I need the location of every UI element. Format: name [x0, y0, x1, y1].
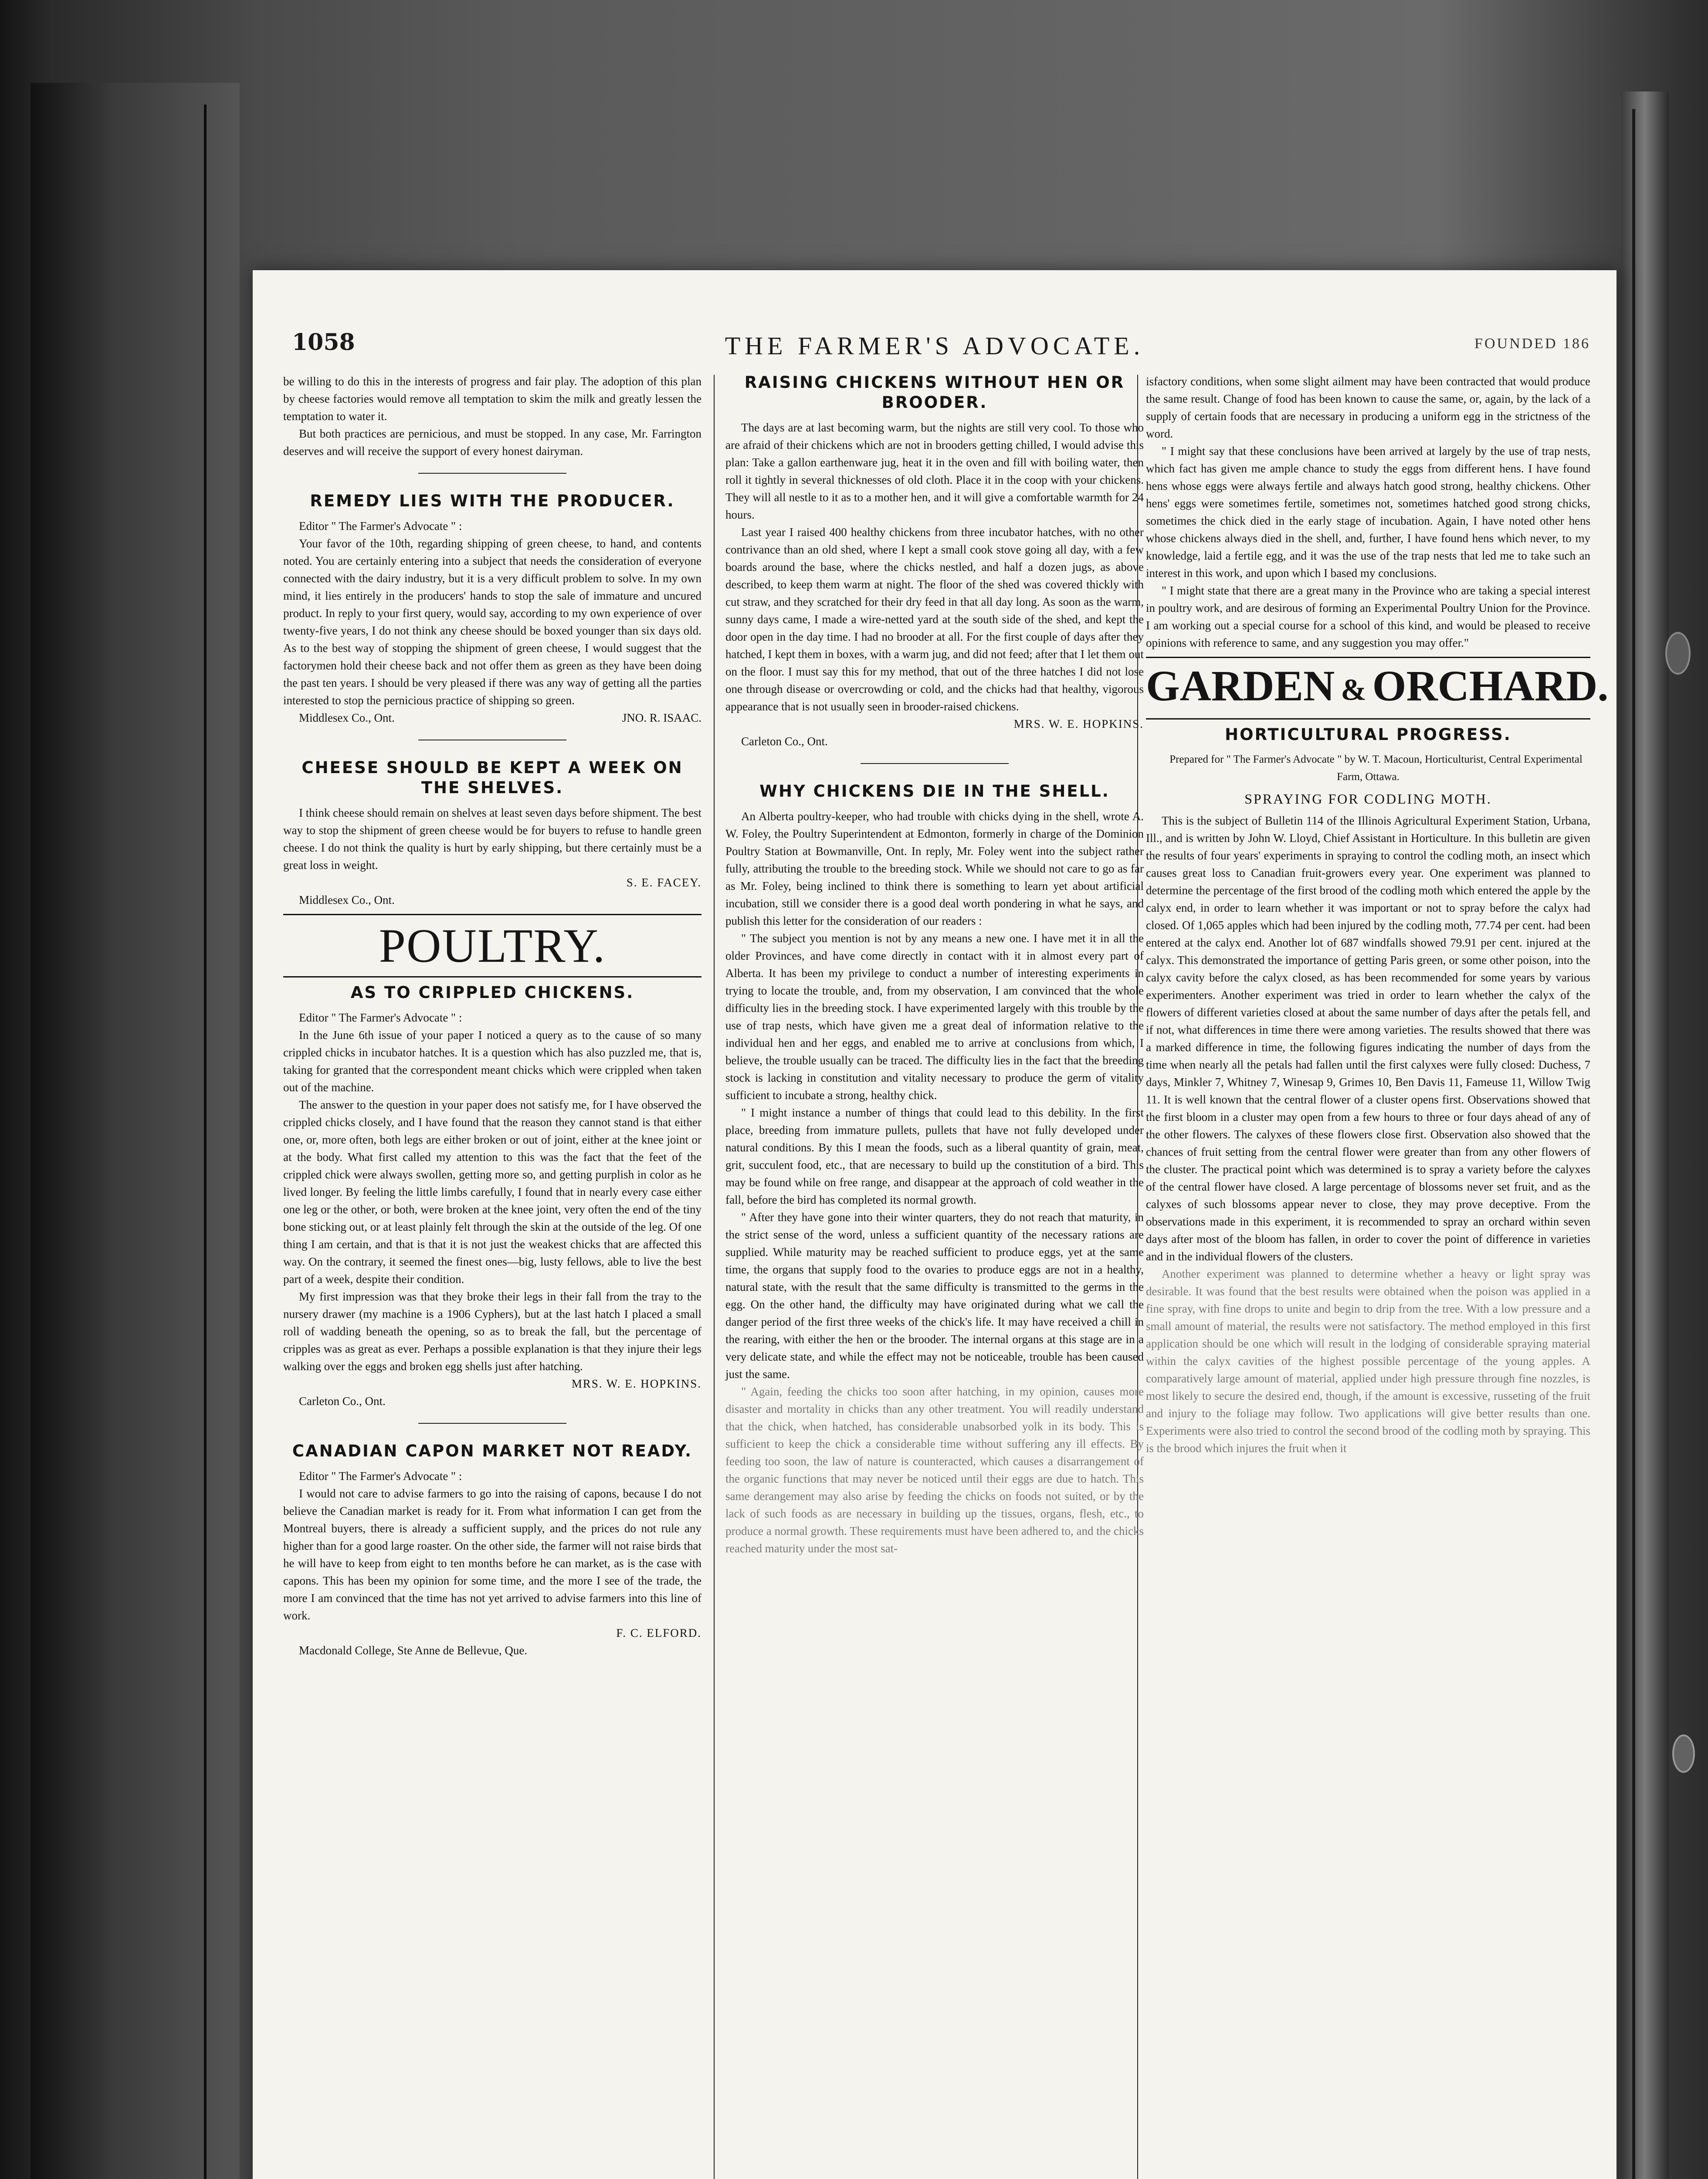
paragraph: Your favor of the 10th, regarding shipping of green cheese, to hand, and contents noted. You are certainly entering into a subject that needs the consideration of everyone connected with the dairy industry, but it is a very difficult problem to solve. In my own mind, it lies entirely in the producers' hands to stop the sale of immature and uncured product. In reply to your first query, would say, according to my own experience of over twenty-five years, I do not think any cheese should be boxed younger than six days old. As to the best way of stopping the shipment of green cheese, I would suggest that the factorymen hold their cheese back and not offer them as green as they have been doing the past ten years. I should be very pleased if there was any way of getting all the parties interested to stop the pernicious practice of shipping so green. [283, 537, 702, 707]
article-title: CANADIAN CAPON MARKET NOT READY. [292, 1442, 693, 1460]
editor-salutation: Editor " The Farmer's Advocate " : [299, 1470, 462, 1483]
article-title: RAISING CHICKENS WITHOUT HEN OR BROODER. [744, 373, 1125, 412]
column-3 [1146, 373, 1609, 1457]
place-name: Middlesex Co., Ont. [299, 893, 395, 906]
banner-word: ORCHARD. [1372, 662, 1609, 710]
article-title: REMEDY LIES WITH THE PRODUCER. [310, 492, 675, 510]
byline: Prepared for " The Farmer's Advocate " by W. T. Macoun, Horticulturist, Central Experimental Farm, Ottawa. [1169, 753, 1583, 783]
paragraph: " I might say that these conclusions have been arrived at largely by the use of trap nests, which fact has given me ample chance to study the eggs from different hens. I have found hens whose eggs were always fertile and always hatch good strong, healthy chickens. Other hens' eggs were sometimes fertile, sometimes not, sometimes hatched good strong chicks, sometimes the chick died in the early stage of incubation. Again, I have noted other hens whose chickens always died in the shell, and, further, I have found hens which never, to my knowledge, laid a fertile egg, and it was the use of the trap nests that led me to take such an interest in this work, and upon which I based my conclusions. [1146, 445, 1590, 580]
place-name: Carleton Co., Ont. [299, 1395, 386, 1408]
paragraph: Last year I raised 400 healthy chickens from three incubator hatches, with no other contrivance than an old shed, where I kept a small cook stove going all day, with a few boards around the base, where the chicks nestled, and half a dozen jugs, as above described, to keep them warm at night. The floor of the shed was covered thickly with cut straw, and they scratched for their dry feed in that all day long. As soon as the warm, sunny days came, I made a wire-netted yard at the south side of the shed, and kept the door open in the day time. I had no brooder at all. For the first couple of days after they hatched, I kept them in boxes, with a warm jug, and did not feed; after that I let them out on the floor. I must say this for my method, that out of the three hatches I did not lose one through disease or overcrowding or cold, and the chicks had that healthy, vigorous appearance that is not usually seen in brooder-raised chickens. [725, 526, 1144, 713]
page-number: 1058 [292, 329, 355, 356]
place-name: Middlesex Co., Ont. [299, 711, 395, 724]
binding-edge-right [1632, 109, 1635, 2179]
paragraph: Another experiment was planned to determine whether a heavy or light spray was desirable. It was found that the best results were obtained when the poison was applied in a fine spray, with fine drops to unite and begin to drip from the tree. With a low pressure and a small amount of material, the results were not satisfactory. The method employed in this first application should be one which will result in the lodging of considerable spraying material within the calyx cavities of the highest possible percentage of the young apples. A comparatively large amount of material, applied under high pressure through fine nozzles, is most likely to secure the desired end, though, if the amount is excessive, russeting of the fruit and injury to the foliage may follow. Two applications will give better results than one. Experiments were also tried to control the second brood of the codling moth by spraying. This is the brood which injures the fruit when it [1146, 1267, 1590, 1455]
article-divider [418, 473, 566, 474]
place-name: Macdonald College, Ste Anne de Bellevue, Que. [299, 1644, 528, 1657]
paragraph: This is the subject of Bulletin 114 of the Illinois Agricultural Experiment Station, Urbana, Ill., and is written by John W. Lloyd, Chief Assistant in Horticulture. In this bulletin are given the results of four years' experiments in spraying to control the codling moth, an insect which causes great loss to Canadian fruit-growers every year. One experiment was planned to determine the percentage of the first brood of the codling moth which entered the apple by the calyx end, in order to learn whether it was important or not to spray before the calyx had closed. Of 1,065 apples which had been injured by the codling moth, 77.74 per cent. had been entered at the calyx end. Another lot of 687 windfalls showed 79.91 per cent. injured at the calyx. This demonstrated the importance of getting Paris green, or some other poison, into the calyx cavity before the calyx closed, as has been recommended for some years by various experimenters. Another experiment was tried in order to learn whether the calyx of the flowers of different varieties closed at about the same number of days after the petals fell, and if not, what differences in time there were among varieties. The results showed that there was a marked difference in time, the following figures indicating the number of days from the time when nearly all the petals had fallen until the first calyxes were fully closed: Duchess, 7 days, Minkler 7, Whitney 7, Winesap 9, Grimes 10, Ben Davis 11, Fameuse 11, Willow Twig 11. It is well known that the central flower of a cluster opens first. Observations showed that the first bloom in a cluster may open from a few hours to three or four days ahead of any of the other flowers. The calyxes of these flowers close first. Observation also showed that the chances of fruit setting from the central flower were greater than from any other flowers of the cluster. The practical point which was determined is to spray a variety before the calyxes of the central flower have closed. A large percentage of blossoms never set fruit, and as the calyxes of such blossoms appear never to close, they may prove deceptive. From the observations made in this experiment, it is recommended to spray an orchard within seven days after most of the bloom has fallen, in order to cover the point of difference in varieties and in the individual flowers of the clusters. [1146, 814, 1590, 1263]
signature: S. E. FACEY. [626, 876, 702, 889]
article-title: HORTICULTURAL PROGRESS. [1225, 725, 1511, 744]
paragraph: In the June 6th issue of your paper I noticed a query as to the cause of so many crippled chicks in incubator hatches. It is a question which has also puzzled me, that is, taking for granted that the correspondent meant chicks which were crippled when taken out of the machine. [283, 1028, 702, 1094]
signature: JNO. R. ISAAC. [622, 711, 702, 724]
section-banner-poultry: POULTRY. [283, 914, 702, 977]
paragraph: " Again, feeding the chicks too soon after hatching, in my opinion, causes more disaster and mortality in chicks than any other treatment. You will readily understand that the chick, when hatched, has considerable unabsorbed yolk in its body. This is sufficient to keep the chick a considerable time without suffering any ill effects. By feeding too soon, the law of nature is counteracted, which causes a disarrangement of the organic functions that may never be noticed until their eggs are due to hatch. This same derangement may also arise by feeding the chicks on foods not suited, or by the lack of such foods as are necessary in building up the tissues, organs, flesh, etc., to produce a normal growth. These requirements must have been adhered to, and the chicks reached maturity under the most sat- [725, 1385, 1144, 1555]
paragraph: " I might instance a number of things that could lead to this debility. In the first place, breeding from immature pullets, pullets that have not fully developed under natural conditions. By this I mean the foods, such as a liberal quantity of grain, meat, grit, succulent food, etc., that are necessary to build up the constitution of a bird. This may be found while on free range, and disappear at the approach of cold weather in the fall, before the bird has completed its normal growth. [725, 1106, 1144, 1206]
paragraph: isfactory conditions, when some slight ailment may have been contracted that would produce the same result. Change of food has been known to cause the same, or, again, by the lack of a supply of certain foods that are necessary in producing a uniform egg in the strictness of the word. [1146, 375, 1590, 440]
article-title: WHY CHICKENS DIE IN THE SHELL. [759, 782, 1110, 801]
binding-shadow-left [30, 83, 240, 2179]
masthead: THE FARMER'S ADVOCATE. [725, 332, 1145, 360]
binding-ring-icon [1672, 1734, 1695, 1773]
paragraph: be willing to do this in the interests of progress and fair play. The adoption of this plan by cheese factories would remove all temptation to skim the milk and greatly lessen the temptation to water it. [283, 375, 702, 423]
section-banner-garden-orchard [1146, 657, 1609, 720]
binding-edge-left [204, 105, 207, 2179]
binding-shadow-right [1621, 92, 1669, 2179]
column-2 [725, 373, 1144, 1557]
paragraph: But both practices are pernicious, and must be stopped. In any case, Mr. Farrington deserves and will receive the support of every honest dairyman. [283, 427, 702, 458]
paragraph: The answer to the question in your paper does not satisfy me, for I have observed the crippled chicks closely, and I have found that the reason they cannot stand is that either one, or, more often, both legs are either broken or out of joint, either at the knee joint or at the body. What first called my attention to this was the fact that the feet of the crippled chick were always swollen, getting more so, and getting purplish in color as he lived longer. By feeling the little limbs carefully, I found that in nearly every case either one leg or the other, or both, were broken at the knee joint, very often the end of the tiny bone sticking out, or at least plainly felt through the skin at the outside of the leg. Of one thing I am certain, and that is that it is not just the weakest chicks that are affected this way. On the contrary, it seemed the finest ones—big, lusty fellows, able to live the best part of a week, despite their condition. [283, 1098, 702, 1286]
paragraph: I think cheese should remain on shelves at least seven days before shipment. The best way to stop the shipment of green cheese would be for buyers to refuse to handle green cheese. I do not think the quality is hurt by early shipping, but there certainly must be a great loss in weight. [283, 806, 702, 872]
banner-word: GARDEN [1146, 662, 1335, 710]
paragraph: " After they have gone into their winter quarters, they do not reach that maturity, in the strict sense of the word, unless a sufficient quantity of the necessary rations are supplied. While maturity may be reached sufficient to produce eggs, yet at the same time, the organs that supply food to the ovaries to produce eggs are not in a healthy, natural state, with the result that the same difficulty is transmitted to the germs in the egg. On the other hand, the difficulty may have originated during what we call the danger period of the first three weeks of the chick's life. It may have received a chill in the rearing, with either the hen or the brooder. The internal organs at this stage are in a very delicate state, and while the effect may not be noticeable, trouble has been caused just the same. [725, 1211, 1144, 1381]
paragraph: My first impression was that they broke their legs in their fall from the tray to the nursery drawer (my machine is a 1906 Cyphers), but at the last hatch I placed a small roll of wadding beneath the opening, so as to break the fall, but the percentage of cripples was as great as ever. Perhaps a possible explanation is that they injure their legs walking over the eggs and broken egg shells just after hatching. [283, 1290, 702, 1373]
article-title: AS TO CRIPPLED CHICKENS. [350, 983, 634, 1002]
paragraph: " I might state that there are a great many in the Province who are taking a special interest in poultry work, and are desirous of forming an Experimental Poultry Union for the Province. I am working out a special course for a school of this kind, and would be pleased to receive opinions with reference to same, and any suggestion you may offer." [1146, 584, 1590, 649]
signature: F. C. ELFORD. [616, 1626, 702, 1639]
paragraph: I would not care to advise farmers to go into the raising of capons, because I do not believe the Canadian market is ready for it. From what information I can get from the Montreal buyers, there is already a sufficient supply, and the prices do not rule any higher than for a good large roaster. On the other side, the farmer will not raise birds that he will have to keep from eight to ten months before he can market, as is the case with capons. This has been my opinion for some time, and the more I see of the trade, the more I am convinced that the time has not yet arrived to advise farmers into this line of work. [283, 1487, 702, 1622]
article-title: CHEESE SHOULD BE KEPT A WEEK ON THE SHELVES. [302, 758, 683, 797]
column-divider [714, 375, 715, 2179]
signature: MRS. W. E. HOPKINS. [1013, 717, 1144, 730]
editor-salutation: Editor " The Farmer's Advocate " : [299, 1011, 462, 1024]
paragraph: The days are at last becoming warm, but the nights are still very cool. To those who are afraid of their chickens which are not in brooders getting chilled, I would advise this plan: Take a gallon earthenware jug, heat it in the oven and fill with boiling water, then roll it tightly in several thicknesses of old cloth. Place it in the coop with your chickens. They will all nestle to it as to a mother hen, and it will give a comfortable warmth for 24 hours. [725, 421, 1144, 521]
binding-ring-icon [1665, 632, 1691, 675]
article-subtitle: SPRAYING FOR CODLING MOTH. [1244, 791, 1492, 807]
editor-salutation: Editor " The Farmer's Advocate " : [299, 519, 462, 533]
dateline [283, 709, 702, 726]
ampersand-ornament-icon: & [1341, 673, 1366, 707]
paragraph: " The subject you mention is not by any means a new one. I have met it in all the older Provinces, and have come directly in contact with it in almost every part of Alberta. It has been my privilege to conduct a number of interesting experiments in trying to locate the trouble, and, from my observation, I am convinced that the whole difficulty lies in the breeding stock. I have experimented largely with this trouble by the use of trap nests, which have given me a great deal of information relative to the individual hen and her eggs, and enabled me to arrive at conclusions from which, I believe, the trouble usually can be traced. The difficulty lies in the fact that the breeding stock is lacking in constitution and vitality necessary to produce the germ of vitality sufficient to incubate a strong, healthy chick. [725, 932, 1144, 1102]
article-divider [418, 1423, 566, 1424]
place-name: Carleton Co., Ont. [741, 735, 828, 748]
newspaper-page [253, 270, 1616, 2179]
paragraph: An Alberta poultry-keeper, who had trouble with chicks dying in the shell, wrote A. W. Foley, the Poultry Superintendent at Edmonton, formerly in charge of the Dominion Poultry Station at Bowmanville, Ont. In reply, Mr. Foley went into the subject rather fully, attributing the trouble to the breeding stock. While we should not care to go as far as Mr. Foley, being inclined to think there is something to learn yet about artificial incubation, still we consider there is a good deal worth pondering in what he says, and publish this letter for the consideration of our readers : [725, 810, 1144, 927]
signature: MRS. W. E. HOPKINS. [571, 1377, 702, 1390]
article-divider [861, 763, 1009, 764]
column-1 [283, 373, 702, 1659]
founded-note: FOUNDED 186 [1474, 336, 1590, 352]
